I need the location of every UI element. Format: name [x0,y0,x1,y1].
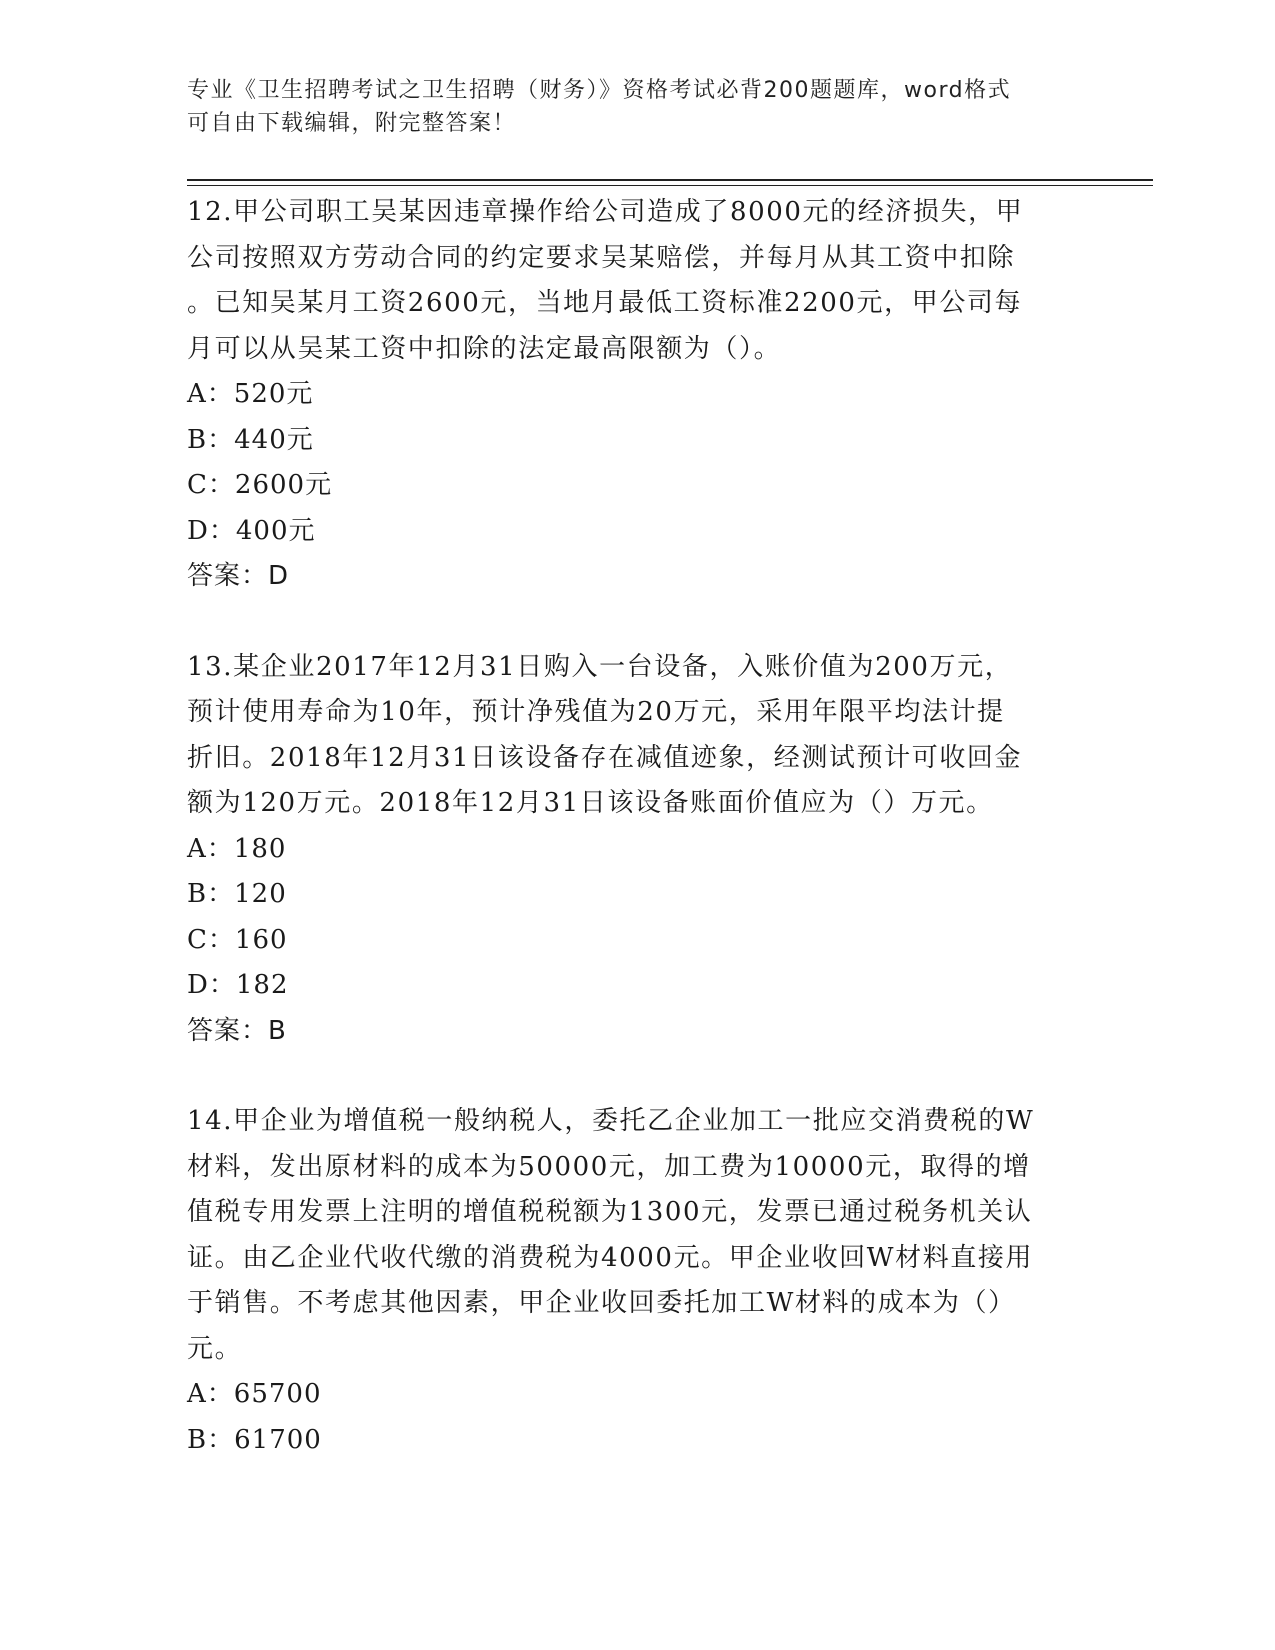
question-stem [187,1099,1087,1372]
answer-line: 答案：B [187,1015,287,1046]
question-spacer [187,1054,1087,1099]
stem-line: 14.甲企业为增值税一般纳税人，委托乙企业加工一批应交消费税的W [187,1106,1035,1136]
option-text: 180 [233,833,287,864]
option-letter: B： [187,1424,235,1455]
stem-line: 13.某企业2017年12月31日购入一台设备，入账价值为200万元， [187,651,1013,682]
option-text: 160 [234,924,288,955]
header-line-1: 专业《卫生招聘考试之卫生招聘（财务）》资格考试必背200题题库，word格式 [187,78,1012,103]
stem-line: 12.甲公司职工吴某因违章操作给公司造成了8000元的经济损失，甲 [187,197,1024,227]
document-header [187,74,1067,140]
option-letter: C： [187,470,235,500]
option-letter: B： [187,879,235,909]
stem-line: 月可以从吴某工资中扣除的法定最高限额为（）。 [187,333,782,364]
option-text: 440元 [234,424,314,455]
stem-line: 于销售。不考虑其他因素，甲企业收回委托加工W材料的成本为（） [187,1288,1016,1318]
option-b [187,418,1087,464]
option-letter: D： [187,970,236,1000]
option-d [187,509,1087,555]
stem-line: 额为120万元。2018年12月31日该设备账面价值应为（）万元。 [187,788,994,818]
option-c [187,463,1087,509]
option-d [187,963,1087,1009]
header-line-2: 可自由下载编辑，附完整答案！ [187,111,517,136]
question-stem [187,645,1087,827]
option-text: 2600元 [234,470,333,500]
option-b [187,872,1087,918]
stem-line: 公司按照双方劳动合同的约定要求吴某赔偿，并每月从其工资中扣除 [187,242,1016,273]
option-letter: A： [187,833,234,864]
question-list [187,190,1087,1463]
stem-line: 材料，发出原材料的成本为50000元，加工费为10000元，取得的增 [187,1151,1031,1182]
question-spacer [187,600,1087,645]
option-letter: D： [187,515,236,546]
answer-line: 答案：D [187,561,290,591]
stem-line: 预计使用寿命为10年，预计净残值为20万元，采用年限平均法计提 [187,697,1005,727]
option-a [187,827,1087,873]
option-text: 400元 [235,515,316,546]
option-text: 120 [234,879,287,909]
option-c [187,918,1087,964]
option-text: 520元 [233,379,314,409]
option-letter: A： [187,379,234,409]
option-letter: B： [187,424,235,455]
question-13 [187,645,1087,1055]
option-a [187,1372,1087,1418]
option-text: 61700 [234,1424,322,1455]
option-a [187,372,1087,418]
stem-line: 元。 [187,1333,243,1364]
question-12 [187,190,1087,600]
stem-line: 证。由乙企业代收代缴的消费税为4000元。甲企业收回W材料直接用 [187,1242,1034,1273]
option-letter: C： [187,924,235,955]
header-rule-thick [187,179,1153,181]
option-text: 65700 [233,1379,322,1409]
question-14 [187,1099,1087,1463]
stem-line: 。已知吴某月工资2600元，当地月最低工资标准2200元，甲公司每 [187,288,1023,318]
option-text: 182 [235,970,289,1000]
option-letter: A： [187,1379,234,1409]
option-b [187,1418,1087,1464]
question-stem [187,190,1087,372]
stem-line: 折旧。2018年12月31日该设备存在减值迹象，经测试预计可收回金 [187,742,1023,773]
stem-line: 值税专用发票上注明的增值税税额为1300元，发票已通过税务机关认 [187,1197,1033,1227]
header-rule-thin [187,185,1153,186]
